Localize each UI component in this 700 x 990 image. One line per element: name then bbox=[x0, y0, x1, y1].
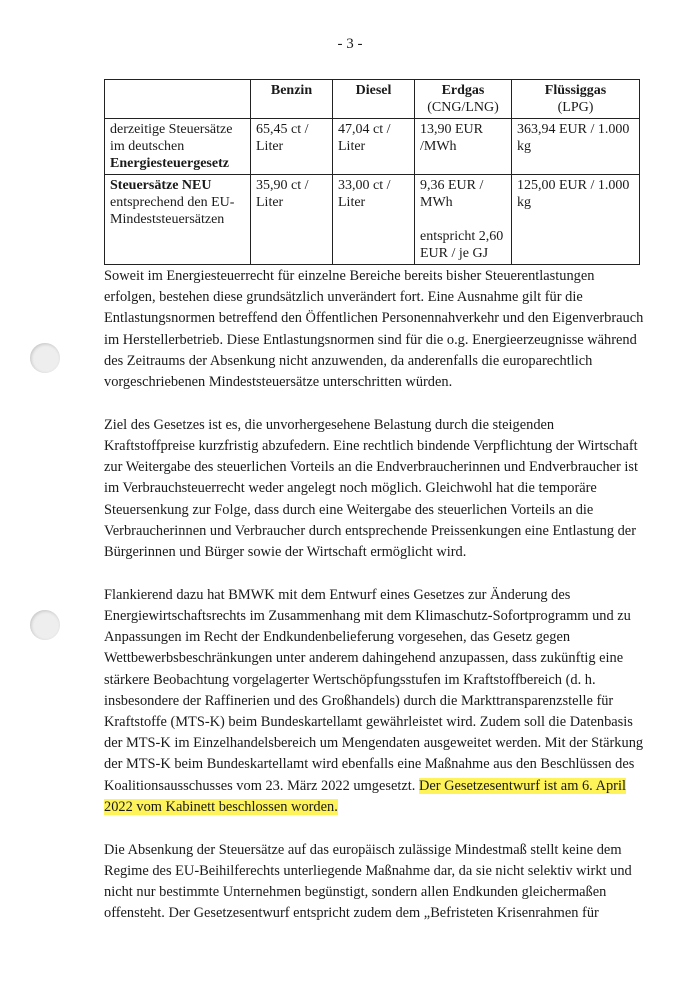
header-erdgas-sub: (CNG/LNG) bbox=[427, 100, 499, 115]
cell-current-erdgas: 13,90 EUR /MWh bbox=[415, 119, 512, 175]
header-cell-benzin bbox=[251, 80, 333, 119]
header-benzin-label: Benzin bbox=[270, 83, 313, 98]
highlighted-cabinet-decision: Der Gesetzesentwurf ist am 6. April 2022 vom Kabinett beschlossen worden. bbox=[104, 777, 626, 815]
header-lpg-label: Flüssiggas bbox=[544, 83, 607, 98]
header-cell-diesel bbox=[333, 80, 415, 119]
punch-hole-bottom bbox=[30, 610, 60, 640]
cell-new-lpg: 125,00 EUR / 1.000 kg bbox=[512, 175, 640, 265]
cell-current-benzin: 65,45 ct / Liter bbox=[251, 119, 333, 175]
table-header-row bbox=[105, 80, 640, 119]
header-diesel-label: Diesel bbox=[355, 83, 392, 98]
page-number: - 3 - bbox=[337, 36, 363, 52]
paragraph-mts-k bbox=[104, 585, 648, 818]
cell-new-diesel: 33,00 ct / Liter bbox=[333, 175, 415, 265]
punch-hole-top bbox=[30, 343, 60, 373]
cell-new-benzin: 35,90 ct / Liter bbox=[251, 175, 333, 265]
body-text bbox=[104, 266, 648, 946]
paragraph-goal: Ziel des Gesetzes ist es, die unvorhergesehene Belastung durch die steigenden Kraftstoffpreise kurzfristig abzufedern. Eine rechtlich bindende Verpflichtung der Wirtschaft zur Weitergabe des steuerlichen Vorteils an die Endverbraucherinnen und Endverbraucher ist im Verbrauchsteuerrecht weder angelegt noch möglich. Gleichwohl hat die temporäre Steuersenkung zur Folge, dass durch eine Weitergabe des steuerlichen Vorteils an die Verbraucherinnen und Verbraucher durch entsprechende Preissenkungen eine Entlastung der Bürgerinnen und Bürger sowie der Wirtschaft ermöglicht wird. bbox=[104, 416, 639, 561]
paragraph-state-aid: Die Absenkung der Steuersätze auf das europäisch zulässige Mindestmaß stellt keine dem Regime des EU-Beihilferechts unterliegende Maßnahme dar, da sie nicht selektiv wirkt und nicht nur bestimmte Unternehmen begünstigt, sondern allen Endkunden gleichermaßen offensteht. Der Gesetzesentwurf entspricht zudem dem „Befristeten Krisenrahmen für bbox=[104, 841, 632, 922]
header-erdgas-label: Erdgas bbox=[441, 83, 485, 98]
paragraph-mts-k-text: Flankierend dazu hat BMWK mit dem Entwurf eines Gesetzes zur Änderung des Energiewirtschaftsrechts im Zusammenhang mit dem Klimaschutz-Sofortprogramm und zu Anpassungen im Recht der Endkundenbelieferung vorgesehen, das Gesetz gegen Wettbewerbsbeschränkungen unter anderem dahingehend anzupassen, dass zukünftig eine stärkere Beobachtung vorgelagerter Wertschöpfungsstufen im Kraftstoffbereich (d. h. insbesondere der Raffinerien und des Großhandels) durch die Markttransparenzstelle für Kraftstoffe (MTS-K) beim Bundeskartellamt gewährleistet wird. Zudem soll die Datenbasis der MTS-K im Einzelhandelsbereich um Mengendaten ausgeweitet werden. Mit der Stärkung der MTS-K beim Bundeskartellamt wird ebenfalls eine Maßnahme aus den Beschlüssen des Koalitionsausschusses vom 23. März 2022 umgesetzt. bbox=[104, 586, 644, 794]
table-row-new-rates bbox=[105, 175, 640, 265]
cell-new-erdgas-value: 9,36 EUR / MWh bbox=[420, 178, 484, 210]
header-cell-lpg bbox=[512, 80, 640, 119]
cell-new-erdgas bbox=[415, 175, 512, 265]
cell-current-lpg: 363,94 EUR / 1.000 kg bbox=[512, 119, 640, 175]
tax-rate-table bbox=[104, 79, 640, 265]
header-cell-empty bbox=[105, 80, 251, 119]
row-label-new bbox=[105, 175, 251, 265]
paragraph-exemptions: Soweit im Energiesteuerrecht für einzelne Bereiche bereits bisher Steuerentlastungen erfolgen, bestehen diese grundsätzlich unverändert fort. Eine Ausnahme gilt für die Entlastungsnormen betreffend den Öffentlichen Personennahverkehr und den Eigenverbrauch im Herstellerbetrieb. Diese Entlastungsnormen sind für die o.g. Energieerzeugnisse während des Zeitraums der Absenkung nicht anzuwenden, da anderenfalls die europarechtlich vorgeschriebenen Mindeststeuersätze unterschritten würden. bbox=[104, 268, 644, 391]
cell-current-diesel: 47,04 ct / Liter bbox=[333, 119, 415, 175]
row-label-new-text: entsprechend den EU-Mindeststeuersätzen bbox=[110, 195, 235, 227]
row-label-current-text: derzeitige Steuersätze im deutschen bbox=[110, 122, 233, 154]
cell-new-erdgas-note: entspricht 2,60 EUR / je GJ bbox=[420, 229, 504, 261]
header-cell-erdgas bbox=[415, 80, 512, 119]
table-row-current-rates bbox=[105, 119, 640, 175]
header-lpg-sub: (LPG) bbox=[557, 100, 594, 115]
row-label-current-bold: Energiesteuergesetz bbox=[110, 156, 229, 171]
row-label-new-bold: Steuersätze NEU bbox=[110, 178, 212, 193]
row-label-current bbox=[105, 119, 251, 175]
